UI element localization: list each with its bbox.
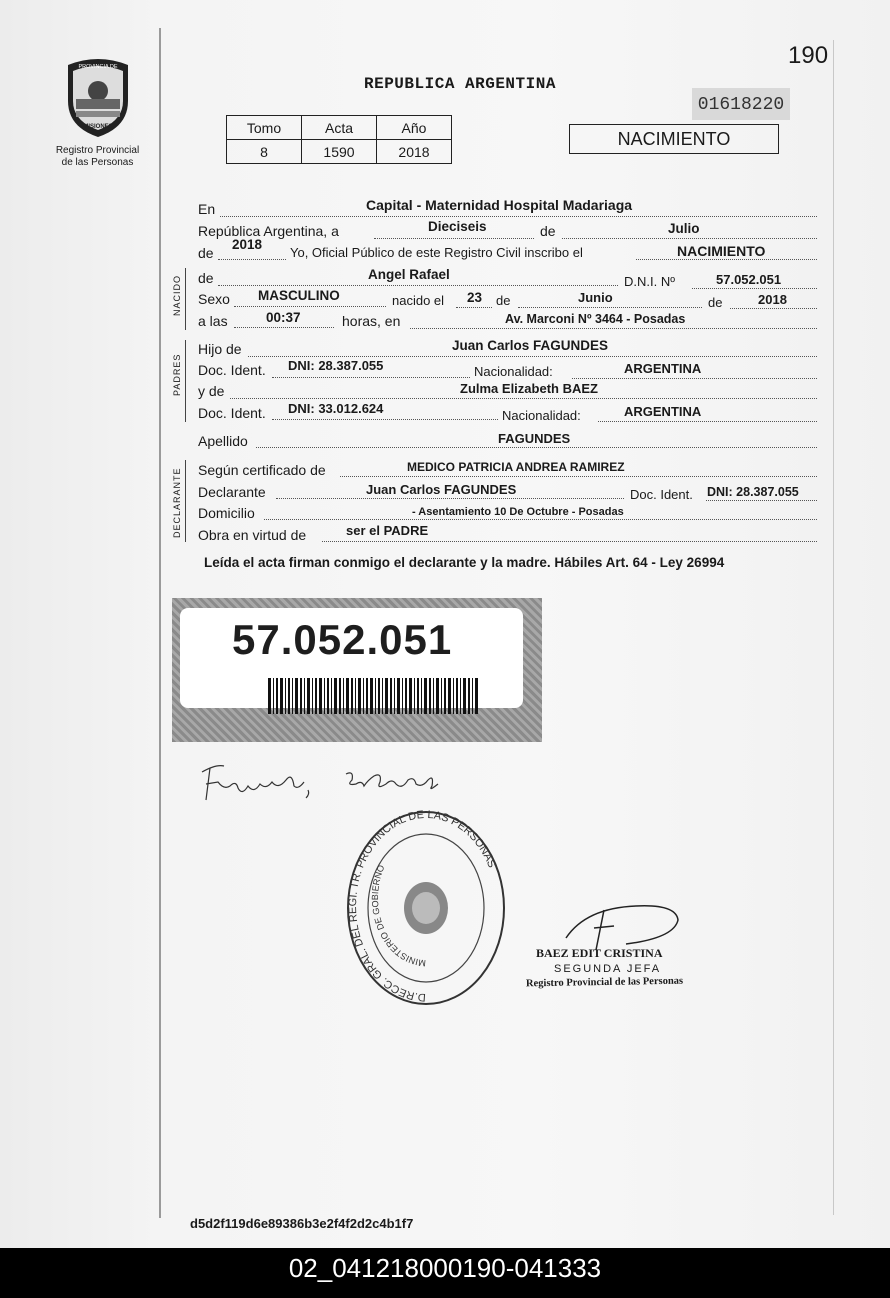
logo-text-top: PROVINCIA DE — [78, 64, 118, 70]
label-republica: República Argentina, a — [198, 223, 339, 239]
label-de-mes: de — [540, 223, 556, 239]
logo-caption — [40, 145, 155, 169]
side-label-declarante: DECLARANTE — [172, 467, 182, 538]
misiones-coat-of-arms-logo — [62, 55, 134, 139]
label-sexo: Sexo — [198, 291, 230, 307]
label-nacionalidad-padre: Nacionalidad: — [474, 364, 553, 379]
bracket-padres — [185, 340, 186, 422]
record-header-tomo: Tomo — [227, 116, 302, 140]
record-value-tomo: 8 — [227, 140, 302, 164]
value-apellido: FAGUNDES — [498, 431, 571, 446]
label-yo-oficial: Yo, Oficial Público de este Registro Civil inscribo el — [290, 245, 583, 260]
value-padre-nac: ARGENTINA — [624, 361, 702, 376]
margin-rule-right — [833, 40, 834, 1215]
file-identifier-bar — [0, 1248, 890, 1298]
label-segun-certificado: Según certificado de — [198, 462, 326, 478]
signer-office: Registro Provincial de las Personas — [525, 975, 684, 990]
value-certificado: MEDICO PATRICIA ANDREA RAMIREZ — [407, 460, 625, 474]
file-identifier: 02_041218000190-041333 — [288, 1253, 602, 1283]
record-header-acta: Acta — [302, 116, 377, 140]
value-anio: 2018 — [232, 237, 263, 252]
label-hijo-de: Hijo de — [198, 341, 242, 357]
value-madre: Zulma Elizabeth BAEZ — [460, 381, 598, 396]
act-type-box: NACIMIENTO — [569, 124, 779, 154]
signer-role: SEGUNDA JEFA — [554, 963, 662, 975]
seal-inner-text: MINISTERIO DE GOBIERNO — [370, 863, 427, 969]
label-doc-ident-madre: Doc. Ident. — [198, 405, 266, 421]
official-seal — [344, 808, 508, 1008]
value-mes-nac: Junio — [578, 290, 613, 305]
value-lugar-nac: Av. Marconi Nº 3464 - Posadas — [505, 312, 686, 326]
value-dia-nac: 23 — [467, 290, 483, 305]
dni-sticker-label — [180, 608, 523, 708]
value-mes: Julio — [668, 221, 700, 236]
label-en: En — [198, 201, 216, 217]
dni-sticker-number: 57.052.051 — [232, 616, 453, 663]
label-nacionalidad-madre: Nacionalidad: — [502, 408, 581, 423]
side-label-padres: PADRES — [172, 353, 182, 396]
document-hash: d5d2f119d6e89386b3e2f4f2d2c4b1f7 — [190, 1216, 414, 1231]
value-anio-nac: 2018 — [758, 292, 787, 307]
margin-rule-left — [159, 28, 161, 1218]
label-obra-en-virtud: Obra en virtud de — [198, 527, 307, 543]
value-declarante-doc: DNI: 28.387.055 — [707, 485, 799, 499]
record-table — [226, 115, 452, 164]
label-apellido: Apellido — [198, 433, 248, 449]
barcode-image — [268, 678, 478, 714]
dni-sticker — [172, 598, 542, 742]
record-value-anio: 2018 — [377, 140, 452, 164]
value-padre-doc: DNI: 28.387.055 — [288, 358, 384, 373]
value-dni: 57.052.051 — [716, 272, 782, 287]
label-de-mes-nac: de — [496, 293, 511, 308]
logo-caption-line-1: Registro Provincial — [55, 145, 140, 156]
label-dni: D.N.I. Nº — [624, 274, 675, 289]
closing-statement: Leída el acta firman conmigo el declarante y la madre. Hábiles Art. 64 - Ley 26994 — [204, 555, 725, 570]
logo-caption-line-2: de las Personas — [61, 157, 134, 168]
record-value-acta: 1590 — [302, 140, 377, 164]
record-header-anio: Año — [377, 116, 452, 140]
signer-name: BAEZ EDIT CRISTINA — [536, 946, 663, 960]
seal-outer-text: D.RECC. GRAL. DEL REGI. TR. PROVINCIAL DE LAS PERSONAS — [346, 808, 498, 1004]
side-label-nacido: NACIDO — [172, 274, 182, 316]
label-de-anio: de — [198, 245, 214, 261]
label-doc-ident-padre: Doc. Ident. — [198, 362, 266, 378]
value-domicilio: - Asentamiento 10 De Octubre - Posadas — [412, 506, 624, 518]
value-acto: NACIMIENTO — [677, 243, 766, 259]
document-title: REPUBLICA ARGENTINA — [364, 75, 556, 93]
value-madre-doc: DNI: 33.012.624 — [288, 401, 384, 416]
value-nombre: Angel Rafael — [368, 267, 450, 282]
label-declarante: Declarante — [198, 484, 266, 500]
label-horas-en: horas, en — [342, 313, 401, 329]
bracket-declarante — [185, 460, 186, 542]
label-de-nombre: de — [198, 270, 214, 286]
label-doc-ident-declarante: Doc. Ident. — [630, 487, 693, 502]
value-madre-nac: ARGENTINA — [624, 404, 702, 419]
value-lugar: Capital - Maternidad Hospital Madariaga — [366, 197, 633, 213]
value-obra: ser el PADRE — [346, 523, 429, 538]
label-domicilio: Domicilio — [198, 505, 255, 521]
label-nacido-el: nacido el — [392, 293, 445, 308]
label-y-de: y de — [198, 383, 225, 399]
page-number: 190 — [788, 42, 829, 69]
label-a-las: a las — [198, 313, 228, 329]
label-de-anio-nac: de — [708, 295, 723, 310]
bracket-nacido — [185, 268, 186, 330]
value-hora: 00:37 — [266, 310, 301, 325]
logo-text-bottom: MISIONES — [83, 124, 113, 130]
value-declarante: Juan Carlos FAGUNDES — [366, 482, 517, 497]
serial-number-stamp: 01618220 — [692, 88, 790, 120]
value-sexo: MASCULINO — [258, 288, 340, 303]
value-dia: Dieciseis — [428, 219, 487, 234]
value-padre: Juan Carlos FAGUNDES — [452, 338, 609, 353]
